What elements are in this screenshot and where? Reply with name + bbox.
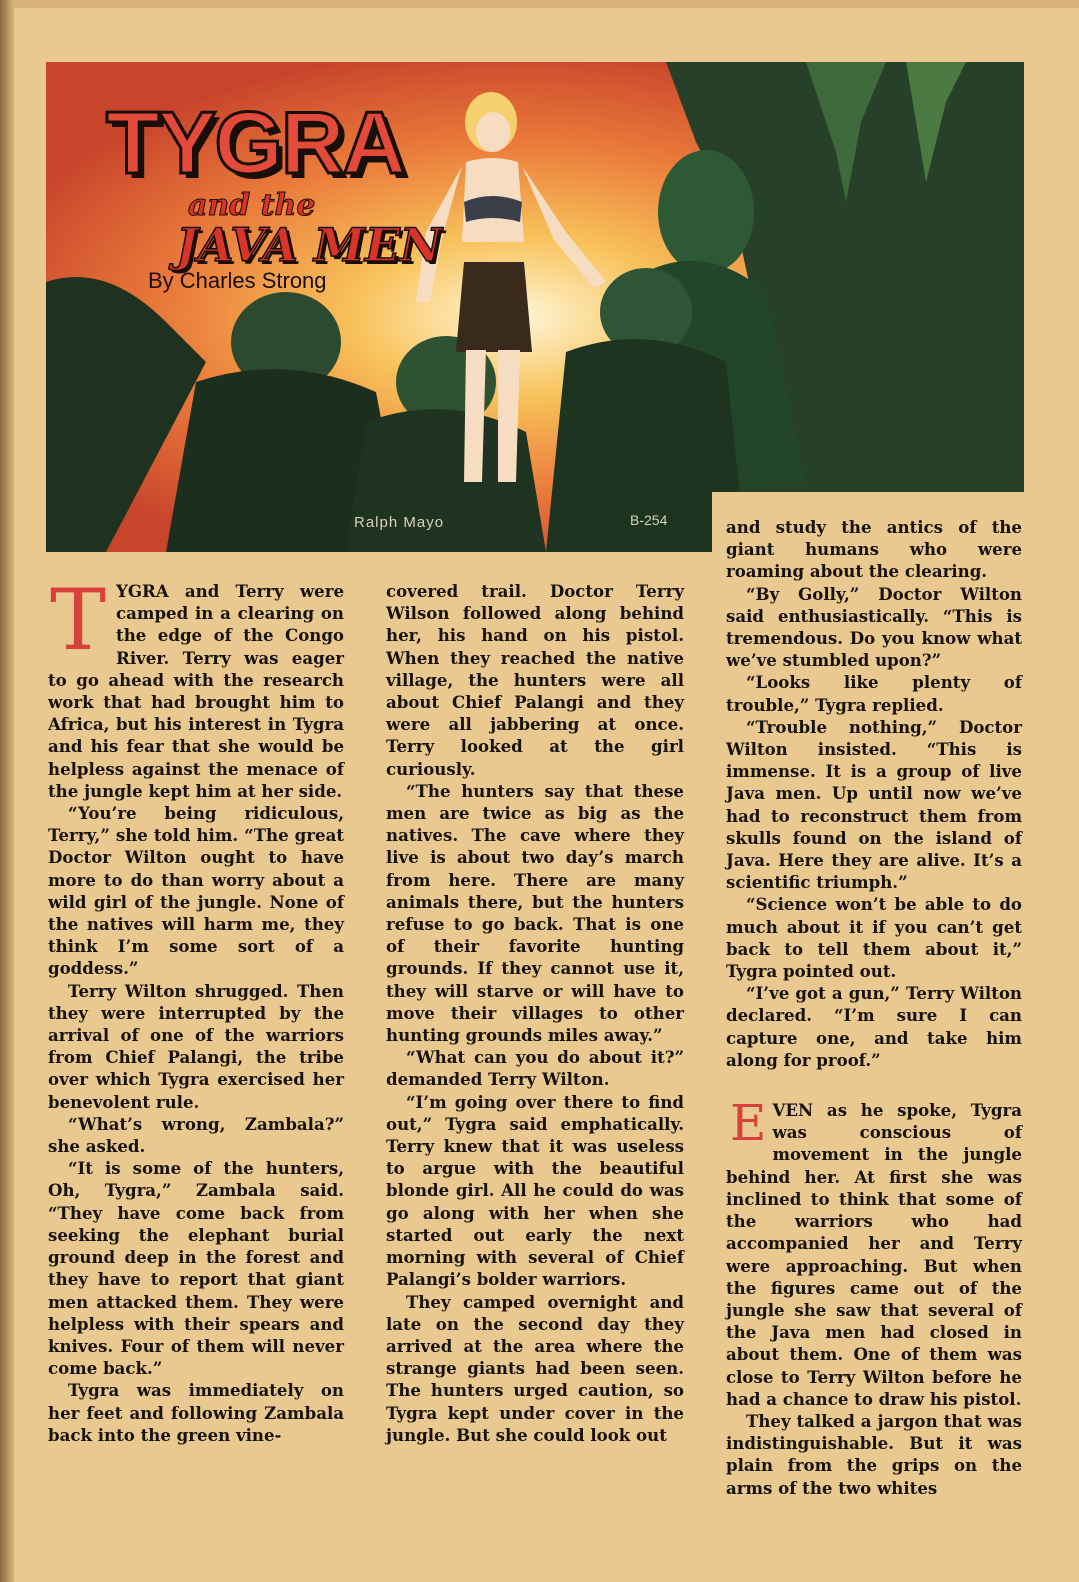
paragraph: “What can you do about it?” demanded Terry Wilton. [386,1047,684,1090]
java-man-head-right [658,150,754,274]
paragraph: “I’ve got a gun,” Terry Wilton declared. “I’m sure I can capture one, and take him along for proof.” [726,983,1022,1070]
text-column-2 [386,580,684,1446]
story-subtitle-and-the: and the [188,188,316,223]
panel-code: B-254 [630,512,668,528]
paragraph: covered trail. Doctor Terry Wilson followed along behind her, his hand on his pistol. When they reached the native village, the hunters were all about Chief Palangi and they were all jabbering at once. Terry looked at the girl curiously. [386,581,684,779]
paragraph: They camped overnight and late on the second day they arrived at the area where the strange giants had been seen. The hunters urged caution, so Tygra kept under cover in the jungle. But she could look out [386,1291,684,1445]
page-edge [0,0,14,1582]
paragraph: “It is some of the hunters, Oh, Tygra,” Zambala said. “They have come back from seeking the elephant burial ground deep in the forest and they have to report that giant men attacked them. They were helpless with their spears and knives. Four of them will never come back.” [48,1158,344,1379]
splash-panel [46,62,1024,552]
paragraph: Terry Wilton shrugged. Then they were interrupted by the arrival of one of the warriors from Chief Palangi, the tribe over which Tygra exercised her benevolent rule. [48,980,344,1112]
story-byline: By Charles Strong [148,268,327,293]
drop-cap: E [730,1094,767,1153]
story-title: TYGRA [106,93,404,192]
paragraph: EVEN as he spoke, Tygra was conscious of movement in the jungle behind her. At first she was inclined to think that some of the warriors who had accompanied her and Terry were approaching. But when the figures came out of the jungle she saw that several of the Java men had closed in about them. One of them was close to Terry Wilton before he had a chance to draw his pistol. [726,1094,1022,1409]
paragraph: “The hunters say that these men are twice as big as the natives. The cave where they live is about two day’s march from here. There are many animals there, but the hunters refuse to go back. That is one of their favorite hunting grounds. If they cannot use it, they will starve or will have to move their villages to other hunting grounds miles away.” [386,780,684,1046]
paragraph: “You’re being ridiculous, Terry,” she told him. “The great Doctor Wilton ought to have more to do than worry about a wild girl of the jungle. None of the natives will harm me, they think I’m some sort of a goddess.” [48,803,344,979]
text-column-1 [48,571,344,1446]
paragraph: “I’m going over there to find out,” Tygra said emphatically. Terry knew that it was useless to argue with the beautiful blonde girl. All he could do was go along with her when she started out early the next morning with several of Chief Palangi’s bolder warriors. [386,1091,684,1290]
paragraph: and study the antics of the giant humans who were roaming about the clearing. [726,517,1022,582]
paragraph: “Science won’t be able to do much about it if you can’t get back to tell them about it,” Tygra pointed out. [726,894,1022,982]
paragraph: Tygra was immediately on her feet and following Zambala back into the green vine- [48,1380,344,1445]
text-column-3 [726,516,1022,1499]
paragraph: TYGRA and Terry were camped in a clearing on the edge of the Congo River. Terry was eager to go ahead with the research work that had brought him to Africa, but his interest in Tygra and his fear that she would be helpless against the menace of the jungle kept him at her side. [48,571,344,801]
paragraph: “By Golly,” Doctor Wilton said enthusiastically. “This is tremendous. Do you know what we’ve stumbled upon?” [726,583,1022,671]
story-subtitle-java-men: JAVA MEN [176,218,442,272]
page-edge-top [0,0,1079,8]
artist-signature: Ralph Mayo [354,514,445,531]
paragraph: “Looks like plenty of trouble,” Tygra replied. [726,672,1022,715]
paragraph: They talked a jargon that was indistinguishable. But it was plain from the grips on the arms of the two whites [726,1410,1022,1498]
paragraph: “What’s wrong, Zambala?” she asked. [48,1113,344,1157]
paragraph: “Trouble nothing,” Doctor Wilton insisted. “This is immense. It is a group of live Java men. Up until now we’ve had to reconstruct them from skulls found on the island of Java. Here they are alive. It’s a scientific triumph.” [726,716,1022,893]
drop-cap: T [50,571,107,669]
